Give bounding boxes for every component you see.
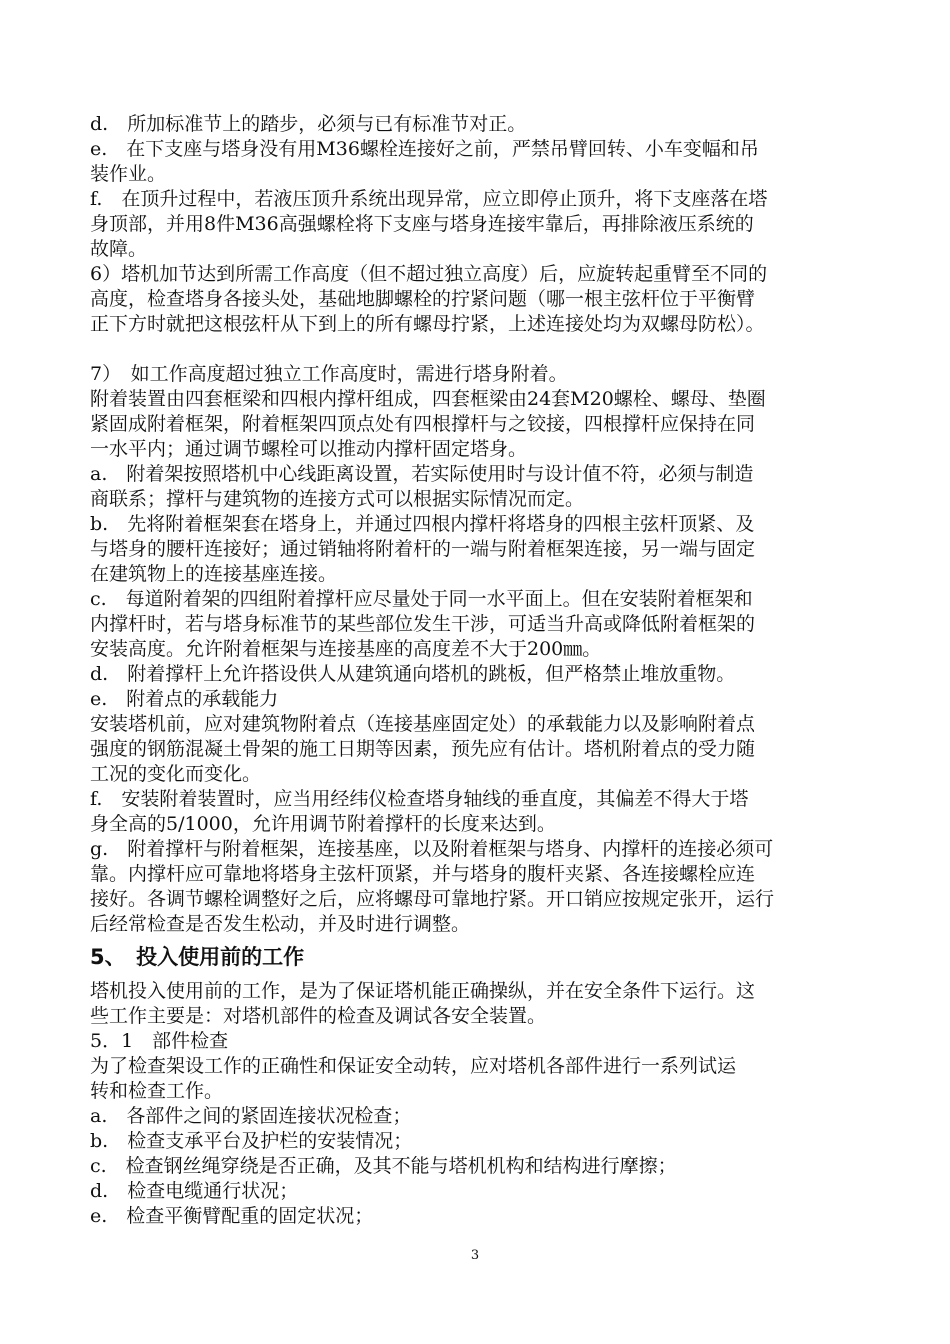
text-line: f. 安装附着装置时，应当用经纬仪检查塔身轴线的垂直度，其偏差不得大于塔 bbox=[90, 788, 749, 810]
text-line: 强度的钢筋混凝土骨架的施工日期等因素，预先应有估计。塔机附着点的受力随 bbox=[90, 738, 756, 760]
text-line: 6）塔机加节达到所需工作高度（但不超过独立高度）后，应旋转起重臂至不同的 bbox=[90, 263, 768, 285]
text-line: 身全高的5/1000，允许用调节附着撑杆的长度来达到。 bbox=[90, 813, 556, 835]
text-line: 装作业。 bbox=[90, 163, 167, 185]
text-line: 为了检查架设工作的正确性和保证安全动转，应对塔机各部件进行一系列试运 bbox=[90, 1055, 737, 1077]
text-line: c. 每道附着架的四组附着撑杆应尽量处于同一水平面上。但在安装附着框架和 bbox=[90, 588, 753, 610]
paragraph-block-pre-use-work bbox=[90, 979, 862, 1229]
text-line: 塔机投入使用前的工作，是为了保证塔机能正确操纵，并在安全条件下运行。这 bbox=[90, 980, 756, 1002]
section-heading: 5、 投入使用前的工作 bbox=[90, 945, 305, 969]
text-line: 内撑杆时，若与塔身标准节的某些部位发生干涉，可适当升高或降低附着框架的 bbox=[90, 613, 756, 635]
text-line: 工况的变化而变化。 bbox=[90, 763, 262, 785]
text-line: 正下方时就把这根弦杆从下到上的所有螺母拧紧，上述连接处均为双螺母防松）。 bbox=[90, 313, 765, 335]
text-line: d. 检查电缆通行状况； bbox=[90, 1180, 299, 1202]
text-line: 接好。各调节螺栓调整好之后，应将螺母可靠地拧紧。开口销应按规定张开，运行 bbox=[90, 888, 775, 910]
text-line: c. 检查钢丝绳穿绕是否正确，及其不能与塔机机构和结构进行摩擦； bbox=[90, 1155, 677, 1177]
text-line: 紧固成附着框架，附着框架四顶点处有四根撑杆与之铰接，四根撑杆应保持在同 bbox=[90, 413, 756, 435]
page-number: 3 bbox=[470, 1248, 480, 1263]
text-line: d. 附着撑杆上允许搭设供人从建筑通向塔机的跳板，但严格禁止堆放重物。 bbox=[90, 663, 736, 685]
text-line: 附着装置由四套框梁和四根内撑杆组成，四套框梁由24套M20螺栓、螺母、垫圈 bbox=[90, 388, 766, 410]
text-line: 故障。 bbox=[90, 238, 148, 260]
text-line: a. 各部件之间的紧固连接状况检查； bbox=[90, 1105, 412, 1127]
text-line: 一水平内；通过调节螺栓可以推动内撑杆固定塔身。 bbox=[90, 438, 528, 460]
text-line: 安装塔机前，应对建筑物附着点（连接基座固定处）的承载能力以及影响附着点 bbox=[90, 713, 756, 735]
blank-line bbox=[90, 337, 862, 362]
text-line: 后经常检查是否发生松动，并及时进行调整。 bbox=[90, 913, 471, 935]
text-line: 转和检查工作。 bbox=[90, 1080, 224, 1102]
text-line: b. 先将附着框架套在塔身上，并通过四根内撑杆将塔身的四根主弦杆顶紧、及 bbox=[90, 513, 755, 535]
text-line: 安装高度。允许附着框架与连接基座的高度差不大于200㎜。 bbox=[90, 638, 602, 660]
text-line: 高度，检查塔身各接头处，基础地脚螺栓的拧紧问题（哪一根主弦杆位于平衡臂 bbox=[90, 288, 756, 310]
paragraph-block-installation-notes bbox=[90, 112, 862, 337]
text-line: 些工作主要是：对塔机部件的检查及调试各安全装置。 bbox=[90, 1005, 547, 1027]
text-line: e. 检查平衡臂配重的固定状况； bbox=[90, 1205, 374, 1227]
text-line: 7） 如工作高度超过独立工作高度时，需进行塔身附着。 bbox=[90, 363, 568, 385]
paragraph-block-tower-attachment bbox=[90, 362, 862, 937]
text-line: 与塔身的腰杆连接好；通过销轴将附着杆的一端与附着框架连接，另一端与固定 bbox=[90, 538, 756, 560]
text-line: 5．1 部件检查 bbox=[90, 1030, 229, 1052]
text-line: 靠。内撑杆应可靠地将塔身主弦杆顶紧，并与塔身的腹杆夹紧、各连接螺栓应连 bbox=[90, 863, 756, 885]
text-line: e. 附着点的承载能力 bbox=[90, 688, 279, 710]
text-line: a. 附着架按照塔机中心线距离设置，若实际使用时与设计值不符，必须与制造 bbox=[90, 463, 754, 485]
text-line: f. 在顶升过程中，若液压顶升系统出现异常，应立即停止顶升，将下支座落在塔 bbox=[90, 188, 768, 210]
text-line: 身顶部，并用8件M36高强螺栓将下支座与塔身连接牢靠后，再排除液压系统的 bbox=[90, 213, 754, 235]
text-line: d. 所加标准节上的踏步，必须与已有标准节对正。 bbox=[90, 113, 527, 135]
text-line: 商联系；撑杆与建筑物的连接方式可以根据实际情况而定。 bbox=[90, 488, 585, 510]
text-line: e. 在下支座与塔身没有用M36螺栓连接好之前，严禁吊臂回转、小车变幅和吊 bbox=[90, 138, 759, 160]
text-line: b. 检查支承平台及护栏的安装情况； bbox=[90, 1130, 413, 1152]
page-body bbox=[90, 112, 862, 1229]
text-line: 在建筑物上的连接基座连接。 bbox=[90, 563, 338, 585]
text-line: g. 附着撑杆与附着框架，连接基座，以及附着框架与塔身、内撑杆的连接必须可 bbox=[90, 838, 774, 860]
